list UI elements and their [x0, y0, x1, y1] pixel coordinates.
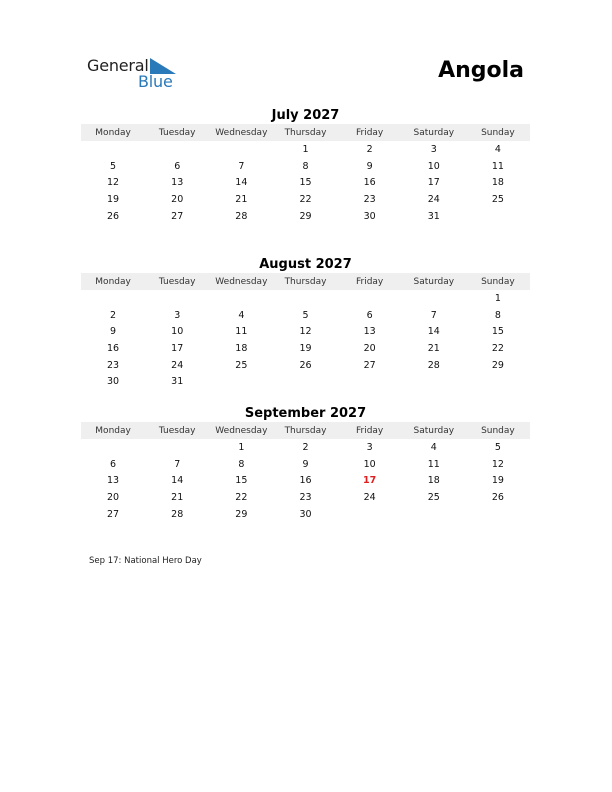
week-row [81, 141, 530, 158]
day-cell: 10 [363, 458, 376, 470]
day-cell: 9 [366, 160, 373, 172]
day-cell: 3 [430, 143, 437, 155]
day-cell: 21 [171, 491, 184, 503]
week-row [81, 191, 530, 208]
month-july [81, 107, 530, 224]
week-row [81, 506, 530, 523]
weekday-label: Thursday [284, 276, 327, 287]
weekday-label: Sunday [481, 276, 515, 287]
day-cell: 15 [299, 177, 312, 189]
day-cell: 18 [427, 475, 440, 487]
day-cell: 27 [107, 508, 120, 520]
week-row [81, 472, 530, 489]
day-cell: 7 [238, 160, 245, 172]
month-title: July 2027 [271, 108, 340, 123]
month-title: August 2027 [259, 257, 352, 272]
day-cell: 8 [494, 309, 501, 321]
day-cell: 28 [427, 359, 440, 371]
day-cell: 24 [363, 491, 376, 503]
day-cell: 8 [238, 458, 245, 470]
day-cell: 23 [363, 193, 376, 205]
day-cell: 9 [110, 326, 117, 338]
day-cell: 30 [363, 210, 376, 222]
day-cell: 14 [427, 326, 440, 338]
weekday-label: Wednesday [215, 425, 268, 436]
day-cell: 16 [299, 475, 312, 487]
day-cell: 4 [238, 309, 245, 321]
day-cell: 26 [299, 359, 312, 371]
weekday-label: Sunday [481, 127, 515, 138]
day-cell: 29 [299, 210, 312, 222]
day-cell: 6 [366, 309, 373, 321]
day-cell: 25 [235, 359, 248, 371]
day-cell: 25 [427, 491, 440, 503]
month-title: September 2027 [244, 406, 367, 421]
day-cell: 8 [302, 160, 309, 172]
day-cell: 23 [107, 359, 120, 371]
day-cell: 4 [430, 441, 437, 453]
day-cell: 14 [171, 475, 184, 487]
weekday-label: Friday [355, 425, 384, 436]
week-row [81, 456, 530, 473]
day-cell: 6 [174, 160, 181, 172]
week-row [81, 307, 530, 324]
day-cell: 25 [491, 193, 504, 205]
day-cell: 27 [363, 359, 376, 371]
day-cell: 7 [430, 309, 437, 321]
day-cell: 24 [427, 193, 440, 205]
weekday-header [81, 124, 530, 141]
logo-word-blue: Blue [138, 72, 173, 91]
day-cell: 20 [171, 193, 184, 205]
day-cell: 5 [494, 441, 501, 453]
day-cell: 5 [110, 160, 117, 172]
weekday-header [81, 422, 530, 439]
week-row [81, 290, 530, 307]
day-cell: 10 [171, 326, 184, 338]
day-cell: 13 [171, 177, 184, 189]
day-cell: 13 [363, 326, 376, 338]
week-row [81, 208, 530, 225]
day-cell: 21 [235, 193, 248, 205]
day-cell: 6 [110, 458, 117, 470]
day-cell: 18 [235, 342, 248, 354]
day-cell: 16 [107, 342, 120, 354]
day-cell: 2 [110, 309, 117, 321]
day-cell: 1 [238, 441, 245, 453]
weekday-label: Tuesday [158, 425, 196, 436]
day-cell: 22 [491, 342, 504, 354]
day-cell: 11 [427, 458, 440, 470]
weekday-label: Thursday [284, 425, 327, 436]
logo [87, 56, 187, 92]
day-cell: 14 [235, 177, 248, 189]
weekday-label: Monday [95, 425, 131, 436]
day-cell: 20 [363, 342, 376, 354]
week-row [81, 373, 530, 390]
weekday-label: Saturday [413, 425, 455, 436]
month-september [81, 405, 530, 522]
day-cell: 3 [366, 441, 373, 453]
day-cell: 30 [299, 508, 312, 520]
day-cell: 3 [174, 309, 181, 321]
weekday-label: Saturday [413, 276, 455, 287]
day-cell: 17 [427, 177, 440, 189]
day-cell: 11 [491, 160, 504, 172]
day-cell: 17 [171, 342, 184, 354]
week-row [81, 489, 530, 506]
day-cell: 22 [235, 491, 248, 503]
weekday-label: Friday [355, 276, 384, 287]
weekday-label: Thursday [284, 127, 327, 138]
day-cell: 2 [302, 441, 309, 453]
day-cell: 10 [427, 160, 440, 172]
day-cell: 20 [107, 491, 120, 503]
weekday-label: Wednesday [215, 276, 268, 287]
weekday-label: Monday [95, 276, 131, 287]
day-cell: 29 [235, 508, 248, 520]
week-row [81, 158, 530, 175]
week-row [81, 357, 530, 374]
day-cell: 7 [174, 458, 181, 470]
holiday-note: Sep 17: National Hero Day [89, 556, 202, 566]
day-cell: 21 [427, 342, 440, 354]
day-cell: 11 [235, 326, 248, 338]
day-cell: 30 [107, 376, 120, 388]
day-cell: 27 [171, 210, 184, 222]
week-row [81, 340, 530, 357]
day-cell: 1 [494, 292, 501, 304]
day-cell: 4 [494, 143, 501, 155]
day-cell: 26 [491, 491, 504, 503]
weekday-header [81, 273, 530, 290]
day-cell: 12 [107, 177, 120, 189]
day-cell: 9 [302, 458, 309, 470]
day-cell: 5 [302, 309, 309, 321]
day-cell: 12 [299, 326, 312, 338]
day-cell: 26 [107, 210, 120, 222]
day-cell: 29 [491, 359, 504, 371]
day-cell: 18 [491, 177, 504, 189]
weekday-label: Saturday [413, 127, 455, 138]
weekday-label: Wednesday [215, 127, 268, 138]
country-title: Angola [438, 58, 524, 83]
day-cell: 23 [299, 491, 312, 503]
weekday-label: Tuesday [158, 127, 196, 138]
weekday-label: Tuesday [158, 276, 196, 287]
day-cell: 24 [171, 359, 184, 371]
week-row [81, 439, 530, 456]
week-row [81, 174, 530, 191]
day-cell: 16 [363, 177, 376, 189]
day-cell: 12 [491, 458, 504, 470]
week-row [81, 323, 530, 340]
day-cell: 22 [299, 193, 312, 205]
day-cell: 31 [171, 376, 184, 388]
day-cell: 2 [366, 143, 373, 155]
logo-word-general: General [87, 56, 149, 75]
month-august [81, 256, 530, 390]
weekday-label: Friday [355, 127, 384, 138]
day-cell: 17 [363, 475, 377, 487]
day-cell: 15 [491, 326, 504, 338]
day-cell: 1 [302, 143, 309, 155]
day-cell: 15 [235, 475, 248, 487]
weekday-label: Sunday [481, 425, 515, 436]
day-cell: 28 [171, 508, 184, 520]
day-cell: 28 [235, 210, 248, 222]
day-cell: 19 [491, 475, 504, 487]
day-cell: 19 [299, 342, 312, 354]
weekday-label: Monday [95, 127, 131, 138]
day-cell: 13 [107, 475, 120, 487]
day-cell: 31 [427, 210, 440, 222]
day-cell: 19 [107, 193, 120, 205]
